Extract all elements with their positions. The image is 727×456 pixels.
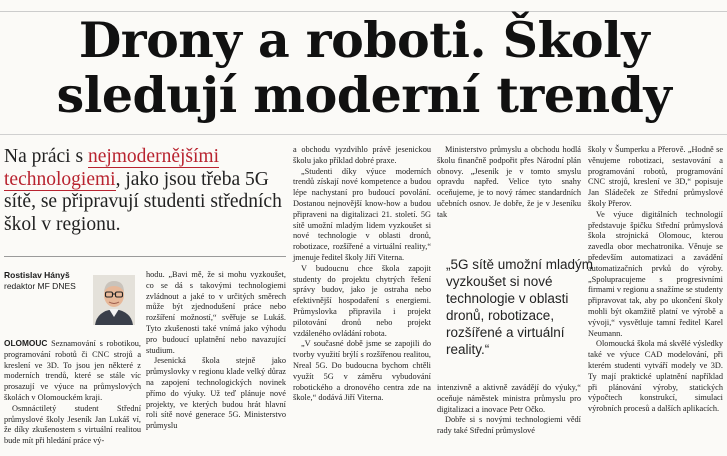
author-photo [93,275,135,325]
lead-paragraph [4,146,287,236]
author-name: Rostislav Hányš [4,270,70,280]
paragraph: intenzivně a aktivně zavádějí do výuky,“ oceňuje náměstek ministra průmyslu pro digitalizaci a inovace Petr Očko. [437,383,581,414]
article-column-5 [588,145,723,415]
author-portrait-icon [93,275,135,325]
article-column-3 [293,145,431,404]
lead-text-start: Na práci s [4,146,88,167]
lead-highlight: nejmodernějšími technologiemi [4,146,219,190]
paragraph: „Studenti díky výuce moderních trendů získají nové kompetence a budou lépe nachystaní pro budoucí povolání. Dostanou nejnovější know-how a budou připraveni na digitalizaci 21. století. 5G sítě umožní mladým lidem vyzkoušet si nové technologie v oblasti dronů, robotizace, rozšířené a virtuální reality,“ jmenuje ředitel školy Jiří Viterna. [293,166,431,262]
paragraph: školy v Šumperku a Přerově. „Hodně se věnujeme robotizaci, sestavování a programování robotů, programování CNC strojů, kreslení ve 3D,“ popisuje Jan Sládeček ze Střední průmyslové školy Přerov. [588,145,723,208]
paragraph-text: Seznamování s robotikou, programování robotů či CNC strojů a kreslení ve 3D. To jsou jen některé z moderních trendů, které se stále víc prosazují ve výuce na průmyslových školách v Olomouckém kraji. [4,339,141,402]
paragraph: Olomoucká škola má skvělé výsledky také ve výuce CAD modelování, při kterém studenti vytváří modely ve 3D. Ty mají praktické uplatnění například při plánování výroby, statických výpočtech konstrukcí, simulaci výrobních procesů a dalších aplikacích. [588,339,723,414]
paragraph [4,338,141,404]
pull-quote: „5G sítě umožní mladým vyzkoušet si nové technologie v oblasti dronů, robotizace, rozšířené a virtuální reality.“ [446,257,594,357]
paragraph: Osmnáctiletý student Střední průmyslové školy Jeseník Jan Lukáš ví, že díky zkušenostem s virtuální realitou bude mít při hledání práce vý- [4,403,141,446]
dateline: OLOMOUC [4,338,48,348]
lead-divider [4,256,286,257]
paragraph: Jesenická škola stejně jako průmyslovky v regionu klade velký důraz na zapojení technologických novinek přímo do výuky. Už teď plánuje nové projekty, ve kterých budou hrát hlavní roli sítě nové generace 5G. Ministerstvo průmyslu [146,356,286,431]
paragraph: Ve výuce digitálních technologií představuje špičku Střední průmyslová škola strojnická Olomouc, kterou zavedla obor mechatronika. Věnuje se především automatizaci a zavádění automatizačních prvků do výroby. „Spolupracujeme s progresivními firmami v regionu a snažíme se studenty připravovat tak, aby po ukončení školy mohli být okamžitě platní ve výrobě a vývoji,“ vysvětluje tamní ředitel Karel Neumann. [588,209,723,338]
article-column-1 [4,338,141,447]
paragraph: V budoucnu chce škola zapojit studenty do projektu chytrých řešení správy budov, jako je ostraha nebo efektivnější hospodaření s energiemi. Průmyslovka připravila i projekt pilotování dronů nebo projekt vzdáleného ovládání robota. [293,263,431,338]
paragraph: a obchodu vyzdvihlo právě jesenickou školu jako příklad dobré praxe. [293,145,431,165]
headline-line-2: sledují moderní trendy [56,66,672,124]
paragraph: Dobře si s novými technologiemi vědí rady také Střední průmyslové [437,415,581,436]
paragraph: hodu. „Bavi mě, že si mohu vyzkoušet, co se dá s takovými technologiemi zvládnout a jaké to v určitých směrech může být zjednodušení práce nebo rozšíření možností,“ svěřuje se Lukáš. Tyto zkušenosti také vnímá jako výhodu pro budoucí uplatnění nebo navazující studium. [146,270,286,355]
headline [6,13,722,123]
author-role: redaktor MF DNES [4,281,76,291]
article-column-2 [146,270,286,432]
paragraph: Ministerstvo průmyslu a obchodu hodlá školu finančně podpořit přes Národní plán obnovy. „Jesenik je v tomto smyslu opravdu napřed. Velice tyto snahy oceňujeme, je to nový rámec standardních učebních osnov. Je dobře, že je v Jeseníku tak [437,145,581,219]
lead-text-end: , jako jsou třeba 5G sítě, se připravují studenti středních škol v regionu. [4,168,282,235]
headline-divider [0,134,727,135]
paragraph: „V současné době jsme se zapojili do tvorby využití brýlí s rozšířenou realitou, Nreal 5G. Do budoucna bychom chtěli využít 5G v záměru vybudování robotického a dronového centra zde na škole,“ dodává Jiří Viterna. [293,339,431,403]
article-column-4-top [437,145,581,221]
article-column-4-bottom [437,383,581,437]
headline-line-1: Drony a roboti. Školy [78,11,650,69]
